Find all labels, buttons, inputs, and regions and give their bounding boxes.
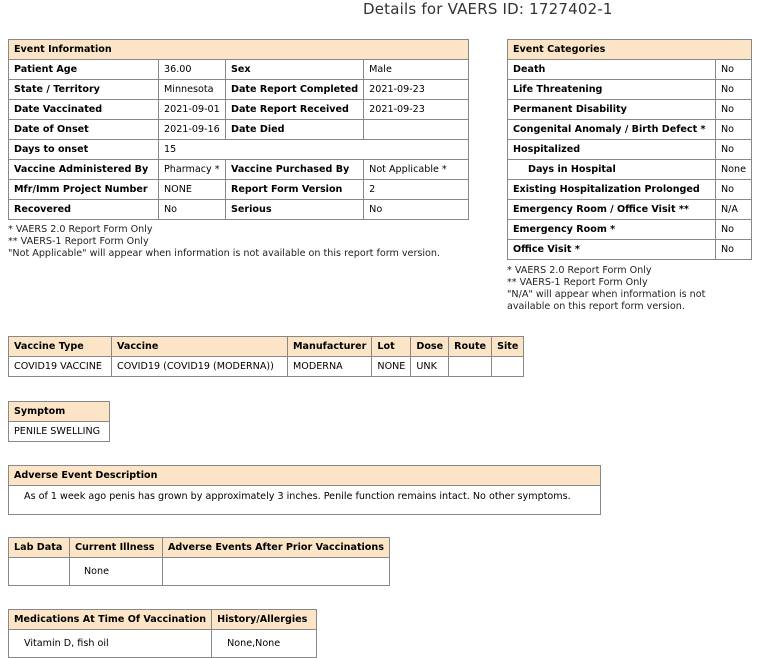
category-label: Congenital Anomaly / Birth Defect * [508, 120, 716, 140]
table-row [9, 180, 469, 200]
route-cell [449, 357, 492, 377]
adverse-event-description-header: Adverse Event Description [9, 466, 600, 486]
note-line: * VAERS 2.0 Report Form Only [8, 224, 153, 235]
label-patient-age: Patient Age [9, 60, 159, 80]
event-information-notes [8, 224, 440, 260]
lab-data-table [8, 537, 390, 586]
lab-data-cell [9, 558, 70, 586]
table-row [508, 80, 752, 100]
label-state: State / Territory [9, 80, 159, 100]
label-date-of-onset: Date of Onset [9, 120, 159, 140]
vaccine-table [8, 336, 524, 377]
note-line: "N/A" will appear when information is not [507, 289, 706, 300]
category-value: No [715, 80, 751, 100]
note-line: "Not Applicable" will appear when information is not available on this report form version. [8, 248, 441, 259]
column-header: Site [492, 337, 524, 357]
event-categories-notes [507, 265, 705, 313]
label-days-to-onset: Days to onset [9, 140, 159, 160]
event-categories-table [507, 39, 752, 260]
category-label: Existing Hospitalization Prolonged [508, 180, 716, 200]
value-report-form-version: 2 [364, 180, 469, 200]
value-date-died [364, 120, 469, 140]
table-row [508, 100, 752, 120]
category-value: No [715, 220, 751, 240]
current-illness-cell: None [70, 558, 163, 586]
value-recovered: No [159, 200, 226, 220]
column-header: Route [449, 337, 492, 357]
category-value: No [715, 240, 751, 260]
category-value: No [715, 180, 751, 200]
value-sex: Male [364, 60, 469, 80]
table-row [9, 140, 469, 160]
label-date-vaccinated: Date Vaccinated [9, 100, 159, 120]
table-row [508, 60, 752, 80]
table-row [508, 140, 752, 160]
label-sex: Sex [226, 60, 364, 80]
category-label: Days in Hospital [508, 160, 716, 180]
category-label: Life Threatening [508, 80, 716, 100]
label-mfr-project-number: Mfr/Imm Project Number [9, 180, 159, 200]
column-header: Adverse Events After Prior Vaccinations [163, 538, 390, 558]
table-row [508, 220, 752, 240]
dose-cell: UNK [411, 357, 449, 377]
table-row [508, 160, 752, 180]
event-categories-header: Event Categories [508, 40, 752, 60]
label-recovered: Recovered [9, 200, 159, 220]
table-row [9, 357, 524, 377]
medications-cell: Vitamin D, fish oil [9, 630, 212, 658]
label-date-report-completed: Date Report Completed [226, 80, 364, 100]
adverse-event-description-text: As of 1 week ago penis has grown by approximately 3 inches. Penile function remains intact. No other symptoms. [24, 491, 571, 502]
event-information-table [8, 39, 469, 220]
category-label: Death [508, 60, 716, 80]
table-row [508, 200, 752, 220]
value-date-of-onset: 2021-09-16 [159, 120, 226, 140]
table-row [9, 60, 469, 80]
column-header: Dose [411, 337, 449, 357]
value-date-vaccinated: 2021-09-01 [159, 100, 226, 120]
value-mfr-project-number: NONE [159, 180, 226, 200]
column-header: Current Illness [70, 538, 163, 558]
label-report-form-version: Report Form Version [226, 180, 364, 200]
category-label: Hospitalized [508, 140, 716, 160]
vaccine-cell: COVID19 (COVID19 (MODERNA)) [112, 357, 288, 377]
table-row [9, 80, 469, 100]
site-cell [492, 357, 524, 377]
value-days-to-onset: 15 [159, 140, 469, 160]
category-value: No [715, 100, 751, 120]
table-row [9, 100, 469, 120]
event-information-header: Event Information [9, 40, 469, 60]
label-serious: Serious [226, 200, 364, 220]
symptom-value: PENILE SWELLING [9, 422, 110, 442]
category-value: No [715, 140, 751, 160]
column-header: Lab Data [9, 538, 70, 558]
table-row [9, 160, 469, 180]
note-line: available on this report form version. [507, 301, 685, 312]
label-vaccine-purchased-by: Vaccine Purchased By [226, 160, 364, 180]
page-title: Details for VAERS ID: 1727402-1 [363, 0, 613, 18]
table-row [9, 558, 390, 586]
value-vaccine-administered-by: Pharmacy * [159, 160, 226, 180]
medications-table [8, 609, 317, 658]
column-header: Medications At Time Of Vaccination [9, 610, 212, 630]
note-line: ** VAERS-1 Report Form Only [8, 236, 149, 247]
symptom-table [8, 401, 110, 442]
label-date-report-received: Date Report Received [226, 100, 364, 120]
lot-cell: NONE [372, 357, 411, 377]
column-header: Vaccine [112, 337, 288, 357]
table-row [9, 200, 469, 220]
category-label: Permanent Disability [508, 100, 716, 120]
value-vaccine-purchased-by: Not Applicable * [364, 160, 469, 180]
history-allergies-cell: None,None [212, 630, 317, 658]
column-header: Vaccine Type [9, 337, 112, 357]
column-header: Lot [372, 337, 411, 357]
category-label: Emergency Room * [508, 220, 716, 240]
value-patient-age: 36.00 [159, 60, 226, 80]
category-value: No [715, 120, 751, 140]
label-vaccine-administered-by: Vaccine Administered By [9, 160, 159, 180]
category-label: Office Visit * [508, 240, 716, 260]
category-label: Emergency Room / Office Visit ** [508, 200, 716, 220]
value-serious: No [364, 200, 469, 220]
table-row [9, 422, 110, 442]
table-row [9, 120, 469, 140]
label-date-died: Date Died [226, 120, 364, 140]
value-date-report-received: 2021-09-23 [364, 100, 469, 120]
column-header: Manufacturer [288, 337, 372, 357]
adverse-event-description-box [8, 465, 601, 515]
category-value: No [715, 60, 751, 80]
category-value: None [715, 160, 751, 180]
vaccine-type-cell: COVID19 VACCINE [9, 357, 112, 377]
table-row [9, 630, 317, 658]
value-state: Minnesota [159, 80, 226, 100]
symptom-header: Symptom [9, 402, 110, 422]
table-row [508, 120, 752, 140]
value-date-report-completed: 2021-09-23 [364, 80, 469, 100]
manufacturer-cell: MODERNA [288, 357, 372, 377]
note-line: ** VAERS-1 Report Form Only [507, 277, 648, 288]
column-header: History/Allergies [212, 610, 317, 630]
prior-vaccination-events-cell [163, 558, 390, 586]
note-line: * VAERS 2.0 Report Form Only [507, 265, 652, 276]
table-row [508, 240, 752, 260]
table-row [508, 180, 752, 200]
category-value: N/A [715, 200, 751, 220]
